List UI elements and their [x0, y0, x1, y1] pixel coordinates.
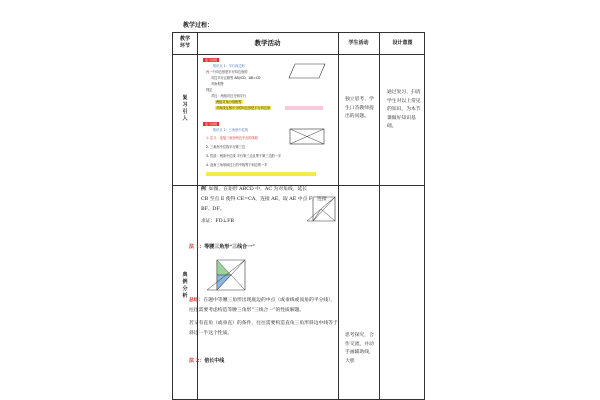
highlight-bar: [206, 172, 316, 176]
student-activity-example: 思考探究，合作交流，并动手画辅助线，大胆: [345, 333, 374, 364]
lesson-table: [172, 32, 425, 400]
review-slide-2: [203, 122, 331, 180]
rectangle-diagonals-figure: [287, 126, 327, 148]
diagonal-ac: [313, 197, 335, 221]
highlight-1: 两组对角分别相等: [216, 100, 242, 104]
method-2: 法 2：倍长中线: [189, 358, 225, 364]
slide-item-b: 对角相等: [211, 82, 224, 86]
method-1-figure: [205, 256, 257, 298]
example-line-1: 例 如图，在矩形 ABCD 中，AC 为对角线，延长: [201, 186, 308, 192]
header-activity: 教学活动: [254, 39, 281, 47]
header-intent: 设计意图: [392, 40, 413, 46]
design-intent-review: 通过复习，扫清学生对以上常见的知识，为本节课做好知识基础。: [387, 90, 421, 129]
row-label-review: 复 习 引 入: [182, 95, 188, 122]
slide-item-4: 4. 直角三角形斜边上的中线等于斜边的一半: [206, 163, 268, 167]
student-activity-review: 独立思考，学生口答教师提出的问题。: [345, 97, 374, 119]
summary-paragraph-2: 若又有直角（或垂直）的条件，往往需要构造直角三角形斜边中线等于斜边一半这个性质。: [189, 321, 338, 336]
segment-ae: [207, 260, 245, 290]
segment-fd: [231, 275, 245, 290]
slide-subtitle: 知识点 1：平行四边形: [213, 64, 245, 68]
example-line-4: 求证：FD⊥FB: [201, 219, 234, 224]
method-1: 法 1：等腰三角形“三线合一”: [189, 244, 255, 250]
header-stage: 教学 环节: [179, 36, 190, 49]
example-figure: [305, 191, 339, 231]
slide-item-c-label: 判定: [206, 88, 213, 92]
review-slide-1: [203, 58, 331, 116]
parallelogram-figure: [287, 61, 327, 81]
slide-item-1: 1. 定义：连接三角形两边中点的线段: [206, 136, 258, 140]
slide-definition: 两一个四边形是平行四边形的: [206, 70, 248, 74]
highlight-2: 对角线互相平分的四边形是平行四边形: [216, 106, 271, 110]
summary-paragraph-1: 总结：在题中等腰三角形出现底边的中点（或垂线或顶角的平分线），往往需要考虑构造等腰三角形“三线合一”的性质解题。: [189, 297, 336, 313]
page-heading: 教学过程：: [183, 22, 214, 29]
parallelogram-shape: [289, 64, 325, 78]
slide-item-c: 对边：两组对边分别平行: [211, 94, 247, 98]
segment-fd: [321, 209, 335, 221]
header-student: 学生活动: [348, 40, 369, 46]
slide-item-a: 对边平行且相等 AB//CD，AB=CD: [211, 76, 261, 80]
pink-highlight: [285, 106, 323, 110]
row-divider: [173, 54, 424, 55]
column-divider: [379, 33, 380, 399]
review-tag: 复习回顾: [205, 58, 218, 62]
row-label-example: 典 例 分 析: [182, 272, 188, 299]
slide-subtitle: 知识点 2：三角形中位线: [213, 128, 248, 132]
review-tag: 复习回顾: [205, 122, 218, 126]
example-line-2: CB 至点 E 使得 CE=CA，连接 AE，取 AE 中点 F，连接: [201, 197, 327, 202]
example-line-3: BF、DF。: [201, 207, 225, 212]
column-divider: [197, 33, 198, 399]
slide-item-3: 3. 性质：两条中位线 平行第三边且等于第三边的一半: [206, 154, 282, 158]
slide-item-2: 2. 三角形中位线平行第三边: [206, 145, 246, 149]
